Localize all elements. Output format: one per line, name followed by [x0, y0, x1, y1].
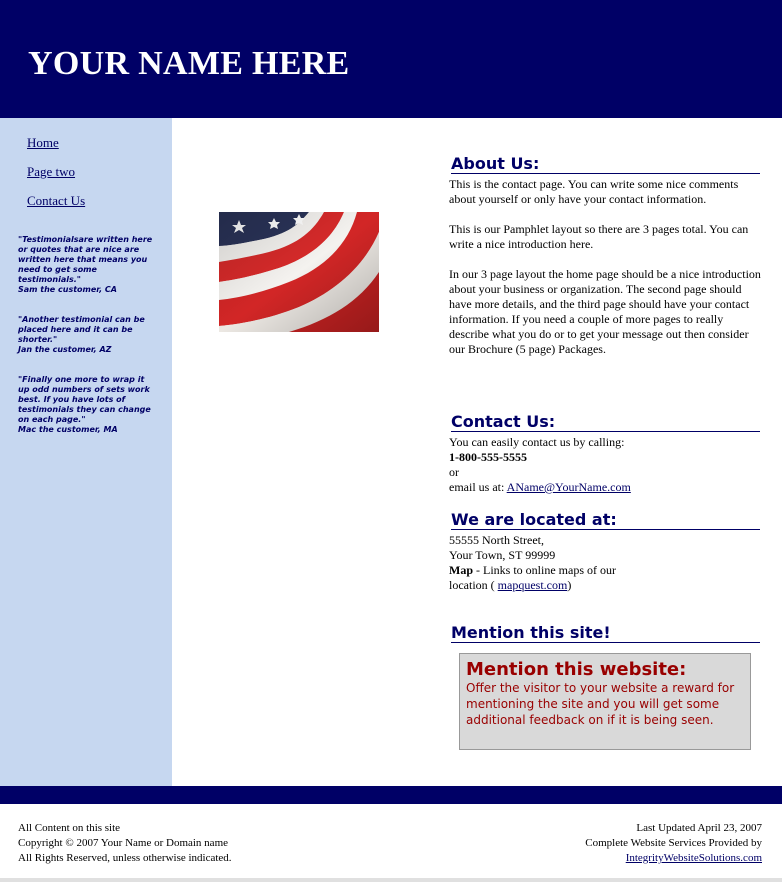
email-link[interactable]: AName@YourName.com	[506, 480, 631, 494]
testimonial-1	[18, 235, 158, 295]
footer-provided: Complete Website Services Provided by	[585, 837, 762, 849]
mention-box-title: Mention this website:	[466, 659, 687, 680]
footer-line: All Rights Reserved, unless otherwise indicated.	[18, 852, 232, 864]
american-flag-image	[219, 212, 379, 332]
footer-bar	[0, 786, 782, 804]
bottom-rule	[0, 878, 782, 882]
map-label: Map	[449, 563, 473, 577]
testimonial-3	[18, 375, 158, 435]
sidebar	[0, 118, 172, 786]
testimonial-2	[18, 315, 158, 355]
testimonial-quote: "Another testimonial can be placed here and it can be shorter."	[18, 315, 145, 344]
contact-text	[449, 435, 761, 495]
testimonial-author: Jan the customer, AZ	[18, 345, 112, 354]
about-heading: About Us:	[451, 155, 760, 174]
contact-or: or	[449, 465, 459, 479]
footer-line: Copyright © 2007 Your Name or Domain name	[18, 837, 229, 849]
map-close: )	[567, 578, 572, 592]
location-text	[449, 533, 639, 593]
footer-line: All Content on this site	[18, 822, 121, 834]
location-city: Your Town, ST 99999	[449, 548, 556, 562]
mention-box-text: Offer the visitor to your website a reward for mentioning the site and you will get some additional feedback on if it is being seen.	[466, 681, 735, 727]
contact-intro: You can easily contact us by calling:	[449, 435, 625, 449]
email-prefix: email us at:	[449, 480, 505, 494]
footer-copyright	[18, 821, 232, 866]
mapquest-link[interactable]: mapquest.com	[497, 578, 568, 592]
mention-heading: Mention this site!	[451, 624, 760, 643]
site-header	[0, 0, 782, 118]
testimonial-quote: "Testimonialsare written here or quotes that are nice are written here that means you need to get some testimonials."	[18, 235, 153, 284]
mention-box	[459, 653, 751, 750]
nav-link-home[interactable]: Home	[27, 135, 59, 150]
about-text	[449, 177, 761, 357]
site-title: YOUR NAME HERE	[28, 45, 350, 82]
about-paragraph: In our 3 page layout the home page should be a nice introduction about your business or organization. The second page should have more details, and the third page should have your contact information. If you need a couple of more pages to really describe what you do or to get your message out then consider our Brochure (5 page) Packages.	[449, 267, 761, 356]
contact-heading: Contact Us:	[451, 413, 760, 432]
contact-email-line	[449, 480, 761, 495]
flag-photo	[219, 212, 379, 332]
location-map-line	[449, 563, 639, 593]
testimonial-author: Mac the customer, MA	[18, 425, 118, 434]
location-heading: We are located at:	[451, 511, 760, 530]
nav-link-page-two[interactable]: Page two	[27, 164, 76, 179]
contact-phone: 1-800-555-5555	[449, 450, 527, 464]
footer-updated: Last Updated April 23, 2007	[636, 822, 762, 834]
map-text: - Links to online maps of our location (	[449, 563, 616, 592]
footer-credits	[585, 821, 762, 866]
about-paragraph: This is the contact page. You can write some nice comments about yourself or only have your contact information.	[449, 177, 739, 206]
testimonial-quote: "Finally one more to wrap it up odd numbers of sets work best. If you have lots of testimonials they can change on each page."	[18, 375, 151, 424]
location-street: 55555 North Street,	[449, 533, 544, 547]
provider-link[interactable]: IntegrityWebsiteSolutions.com	[625, 852, 762, 864]
about-paragraph: This is our Pamphlet layout so there are 3 pages total. You can write a nice introduction here.	[449, 222, 749, 251]
nav-link-contact-us[interactable]: Contact Us	[27, 193, 86, 208]
testimonial-author: Sam the customer, CA	[18, 285, 117, 294]
